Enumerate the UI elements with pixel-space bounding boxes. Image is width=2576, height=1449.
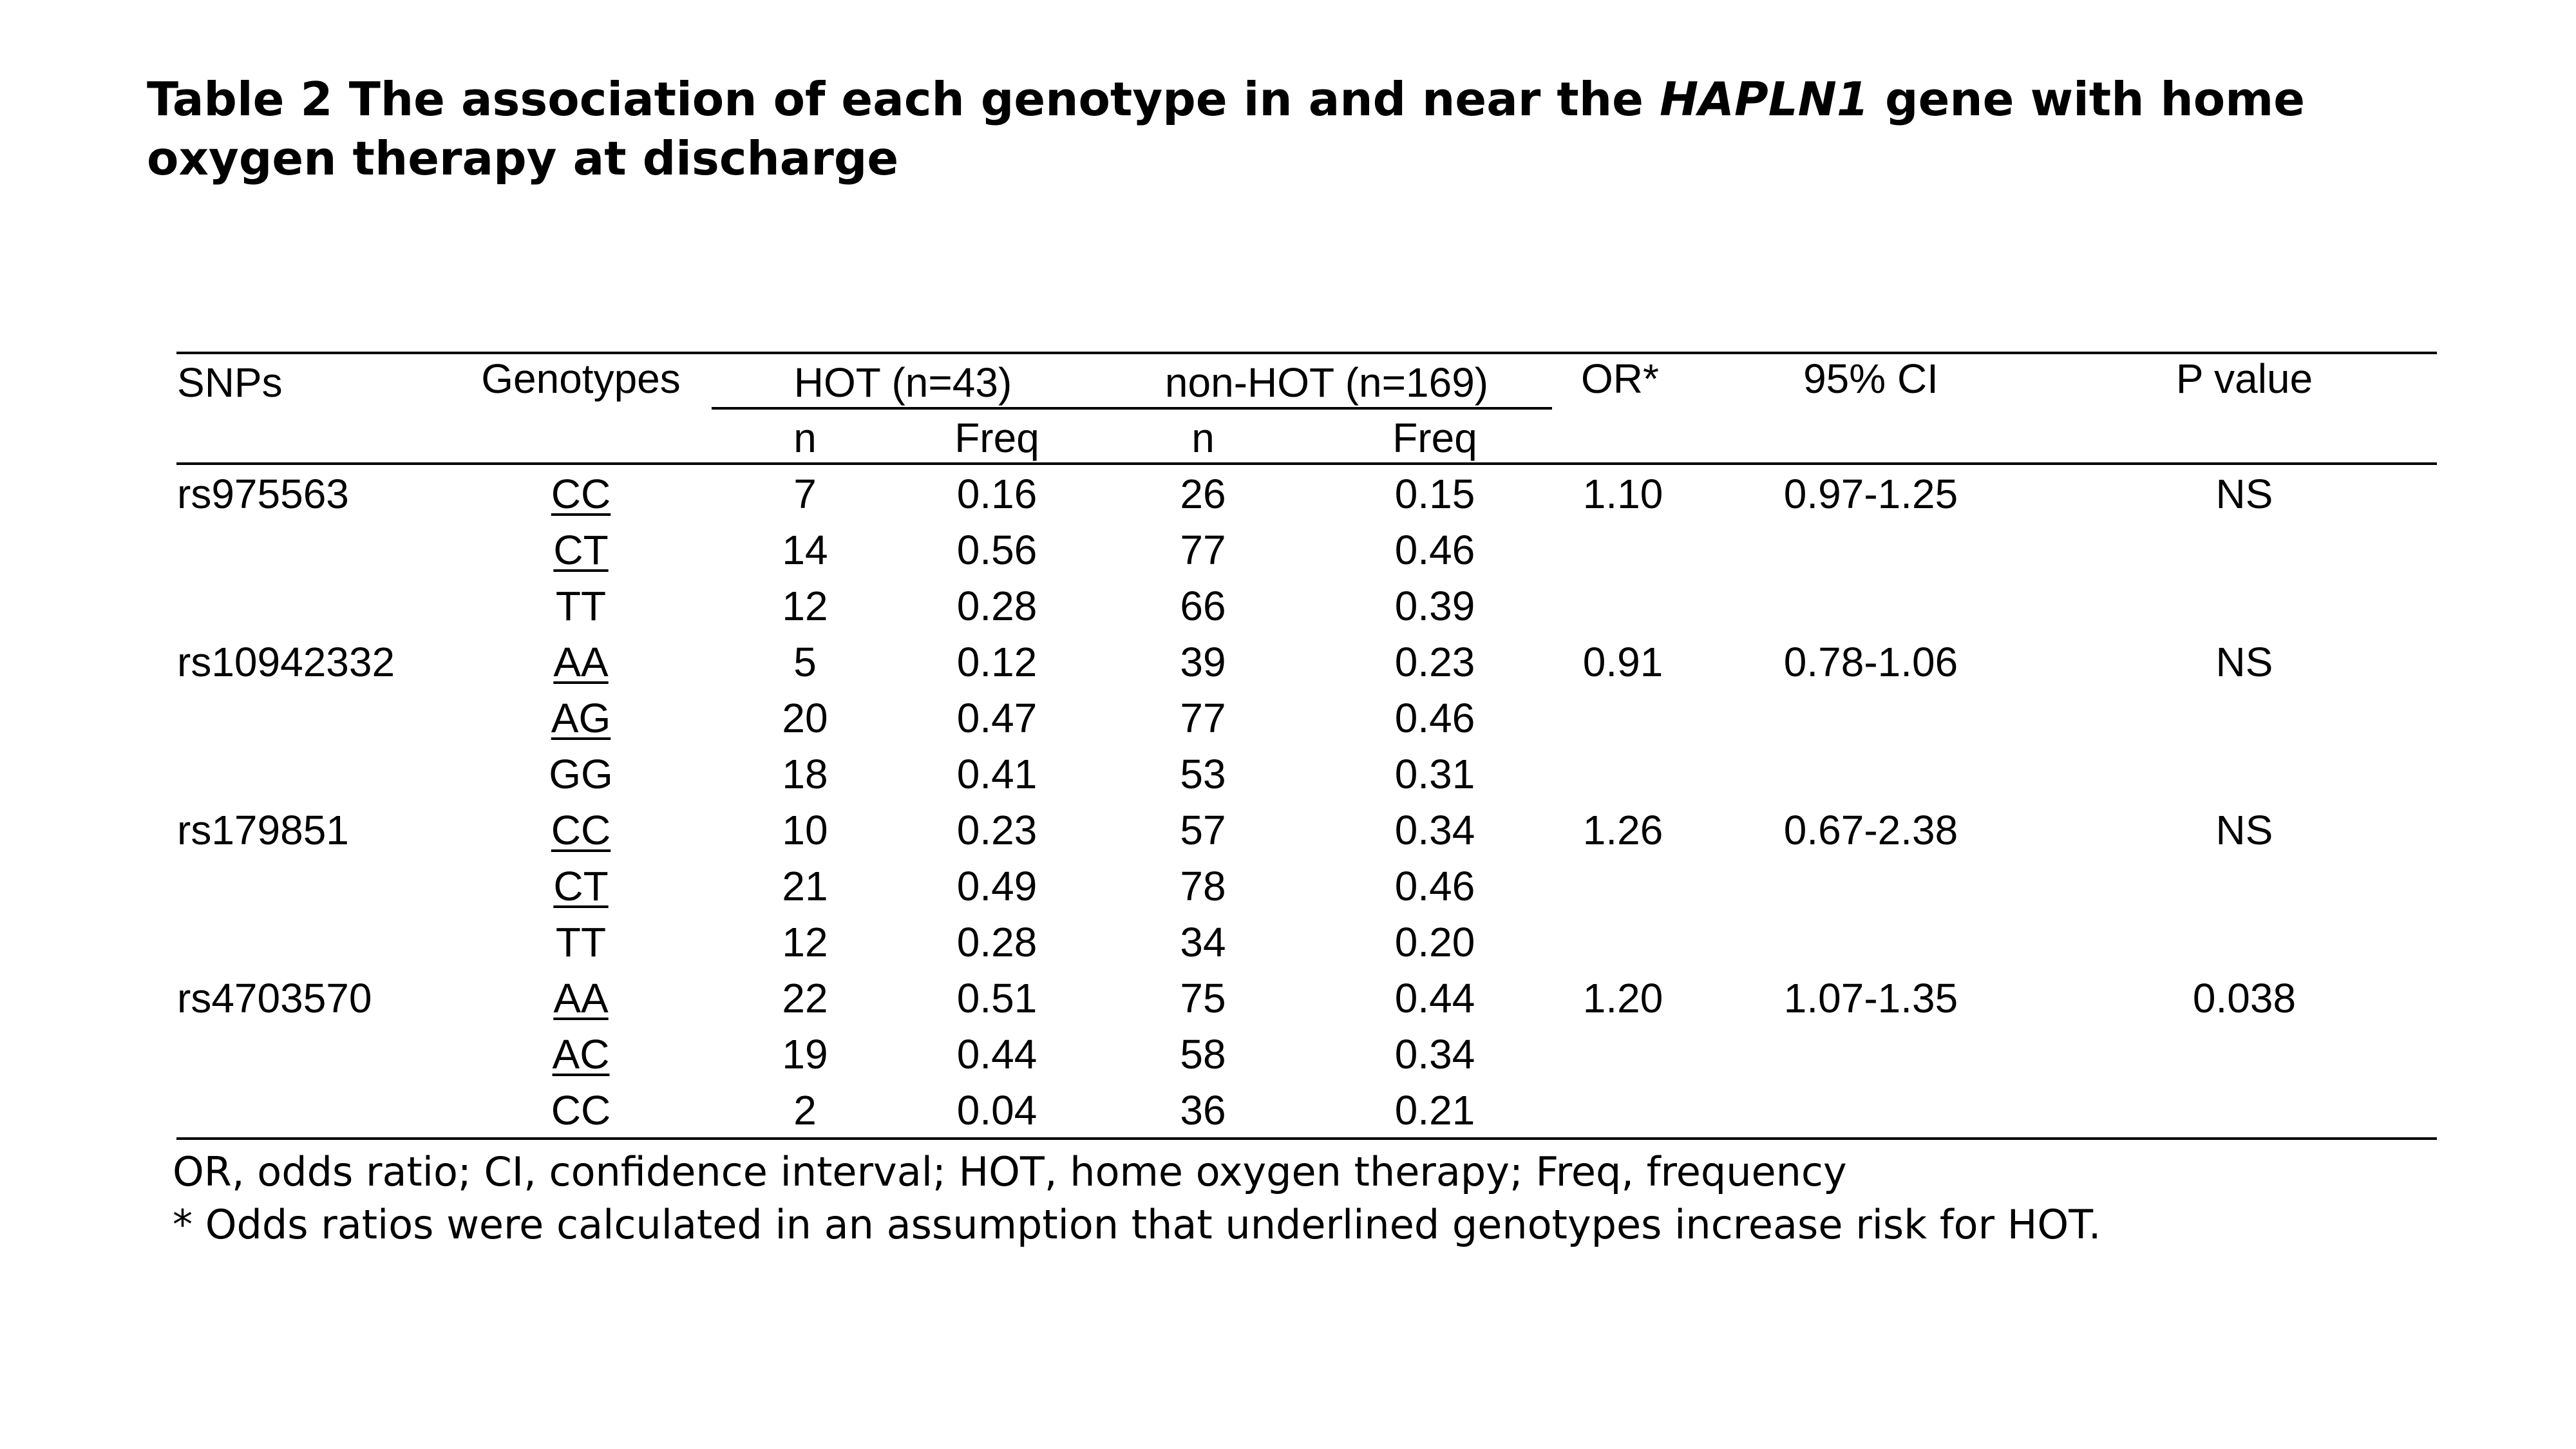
hot-n-cell: 21 [782, 863, 828, 909]
nonhot-freq-cell: 0.39 [1394, 583, 1475, 629]
hot-n-cell: 5 [793, 639, 817, 685]
hot-n-cell: 12 [782, 919, 828, 965]
genotype-cell: AG [551, 695, 611, 741]
nonhot-n-cell: 57 [1180, 807, 1226, 853]
nonhot-n-cell: 75 [1180, 975, 1226, 1021]
or-cell: 1.10 [1582, 471, 1663, 517]
table-title [147, 70, 2465, 188]
hot-freq-cell: 0.56 [956, 527, 1037, 573]
hot-n-cell: 2 [793, 1087, 817, 1133]
genotype-cell: AA [553, 975, 609, 1021]
p-value-cell: NS [2215, 807, 2273, 853]
hot-freq-cell: 0.49 [956, 863, 1037, 909]
genotype-cell: AA [553, 639, 609, 685]
ci-cell: 0.97-1.25 [1783, 471, 1958, 517]
hot-n-cell: 22 [782, 975, 828, 1021]
hot-n-cell: 14 [782, 527, 828, 573]
title-prefix: Table 2 The association of each genotype in and near the [147, 72, 1660, 126]
p-value-cell: NS [2215, 471, 2273, 517]
nonhot-freq-cell: 0.15 [1394, 471, 1475, 517]
nonhot-n-cell: 77 [1180, 527, 1226, 573]
hot-n-cell: 12 [782, 583, 828, 629]
nonhot-n-cell: 36 [1180, 1087, 1226, 1133]
footnote-or-note: * Odds ratios were calculated in an assumption that underlined genotypes increase risk for HOT. [173, 1201, 2101, 1248]
p-value-cell: NS [2215, 639, 2273, 685]
header-nonhot-group: non-HOT (n=169) [1164, 359, 1489, 406]
genotype-cell: GG [549, 751, 613, 797]
nonhot-freq-cell: 0.21 [1394, 1087, 1475, 1133]
or-cell: 1.20 [1582, 975, 1663, 1021]
hot-freq-cell: 0.41 [956, 751, 1037, 797]
hot-freq-cell: 0.23 [956, 807, 1037, 853]
table-bottom-rule [176, 1137, 2437, 1140]
nonhot-freq-cell: 0.46 [1394, 695, 1475, 741]
hot-n-cell: 18 [782, 751, 828, 797]
genotype-cell: AC [552, 1031, 610, 1077]
hot-freq-cell: 0.28 [956, 583, 1037, 629]
ci-cell: 0.67-2.38 [1783, 807, 1958, 853]
header-hot-n: n [793, 415, 817, 461]
genotype-cell: TT [555, 919, 607, 965]
snp-cell: rs4703570 [177, 975, 372, 1021]
hot-n-cell: 19 [782, 1031, 828, 1077]
header-snps: SNPs [177, 359, 283, 406]
nonhot-n-cell: 26 [1180, 471, 1226, 517]
snp-cell: rs10942332 [177, 639, 395, 685]
hot-freq-cell: 0.47 [956, 695, 1037, 741]
hot-n-cell: 20 [782, 695, 828, 741]
hot-n-cell: 7 [793, 471, 817, 517]
nonhot-freq-cell: 0.46 [1394, 863, 1475, 909]
header-genotypes: Genotypes [481, 355, 681, 402]
header-hot-group: HOT (n=43) [793, 359, 1012, 406]
nonhot-freq-cell: 0.44 [1394, 975, 1475, 1021]
or-cell: 1.26 [1582, 807, 1663, 853]
nonhot-n-cell: 78 [1180, 863, 1226, 909]
hot-freq-cell: 0.04 [956, 1087, 1037, 1133]
ci-cell: 1.07-1.35 [1783, 975, 1958, 1021]
ci-cell: 0.78-1.06 [1783, 639, 1958, 685]
nonhot-n-cell: 66 [1180, 583, 1226, 629]
nonhot-freq-cell: 0.46 [1394, 527, 1475, 573]
genotype-cell: CC [551, 1087, 611, 1133]
hot-freq-cell: 0.16 [956, 471, 1037, 517]
header-ci: 95% CI [1803, 355, 1938, 402]
snp-cell: rs179851 [177, 807, 349, 853]
header-hot-freq: Freq [954, 415, 1039, 461]
header-nonhot-n: n [1191, 415, 1215, 461]
nonhot-freq-cell: 0.20 [1394, 919, 1475, 965]
header-nonhot-freq: Freq [1392, 415, 1477, 461]
header-p-value: P value [2175, 355, 2313, 402]
genotype-cell: CT [553, 863, 609, 909]
nonhot-freq-cell: 0.34 [1394, 807, 1475, 853]
p-value-cell: 0.038 [2192, 975, 2297, 1021]
nonhot-n-cell: 58 [1180, 1031, 1226, 1077]
genotype-cell: CC [551, 471, 611, 517]
title-suffix: gene with home oxygen therapy at discharge [147, 72, 2306, 185]
genotype-cell: TT [555, 583, 607, 629]
nonhot-n-cell: 77 [1180, 695, 1226, 741]
header-bottom-rule [176, 462, 2437, 465]
hot-freq-cell: 0.51 [956, 975, 1037, 1021]
snp-cell: rs975563 [177, 471, 349, 517]
nonhot-freq-cell: 0.34 [1394, 1031, 1475, 1077]
genotype-cell: CC [551, 807, 611, 853]
hot-freq-cell: 0.28 [956, 919, 1037, 965]
header-or: OR* [1581, 355, 1659, 402]
hot-n-cell: 10 [782, 807, 828, 853]
hot-freq-cell: 0.12 [956, 639, 1037, 685]
gene-name: HAPLN1 [1660, 72, 1869, 126]
nonhot-n-cell: 39 [1180, 639, 1226, 685]
genotype-cell: CT [553, 527, 609, 573]
nonhot-n-cell: 53 [1180, 751, 1226, 797]
footnote-abbreviations: OR, odds ratio; CI, confidence interval; HOT, home oxygen therapy; Freq, frequency [173, 1148, 1847, 1195]
nonhot-freq-cell: 0.23 [1394, 639, 1475, 685]
nonhot-freq-cell: 0.31 [1394, 751, 1475, 797]
nonhot-n-cell: 34 [1180, 919, 1226, 965]
or-cell: 0.91 [1582, 639, 1663, 685]
hot-freq-cell: 0.44 [956, 1031, 1037, 1077]
